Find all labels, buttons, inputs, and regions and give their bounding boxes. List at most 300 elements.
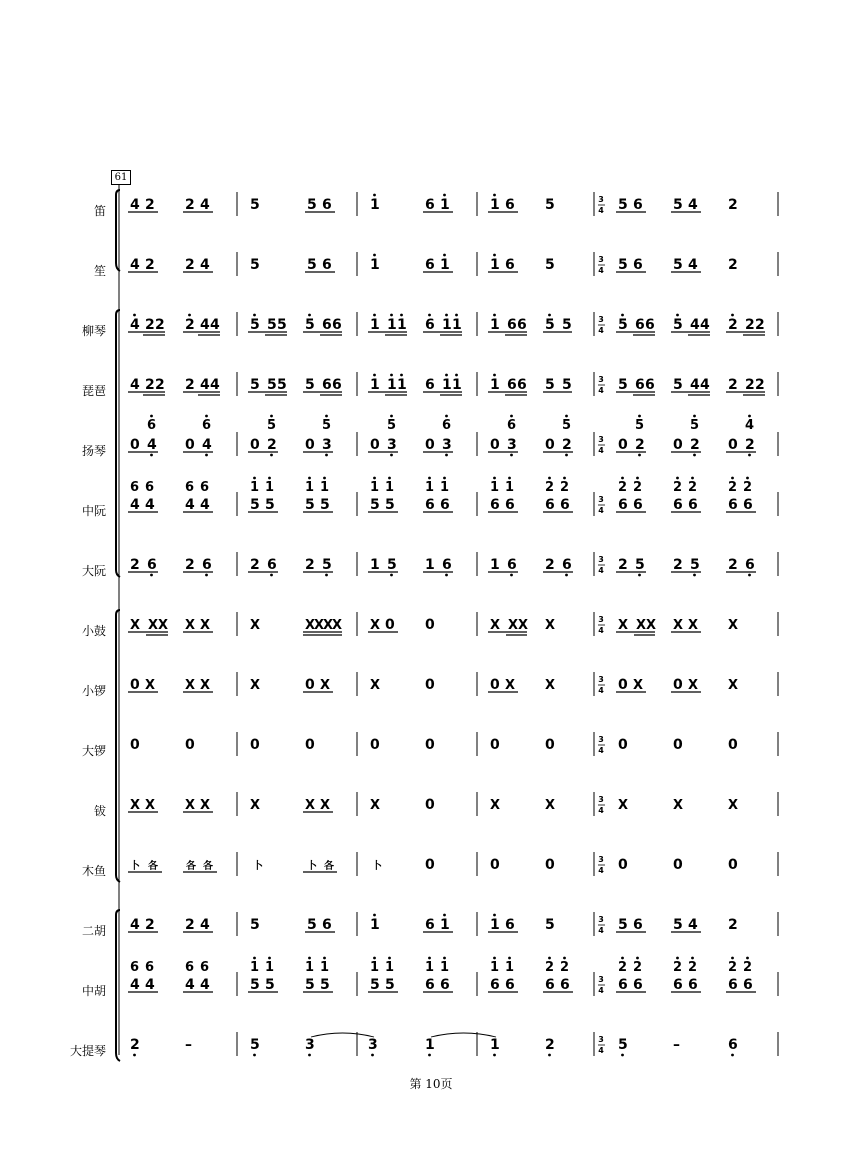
octave-down-dot: [565, 574, 568, 577]
instrument-label: 钹: [93, 804, 106, 818]
note: 6: [673, 977, 683, 993]
octave-down-dot: [638, 574, 641, 577]
note: 0: [250, 737, 260, 753]
note: 6: [322, 257, 332, 273]
note: 4: [147, 437, 157, 453]
note: 6: [322, 377, 332, 393]
octave-up-dot: [731, 957, 734, 960]
instrument-label: 中胡: [81, 984, 106, 998]
note: 1: [490, 1037, 500, 1053]
upper-note: 1: [265, 480, 275, 495]
note: 6: [505, 917, 515, 933]
octave-up-dot: [428, 314, 431, 317]
instrument-label: 柳琴: [81, 324, 106, 338]
octave-up-dot: [373, 957, 376, 960]
upper-note: 6: [200, 960, 210, 975]
note: 5: [545, 917, 555, 933]
note: 0: [425, 857, 435, 873]
octave-down-dot: [150, 574, 153, 577]
octave-up-dot: [676, 957, 679, 960]
note: 6: [688, 977, 698, 993]
note: 0: [490, 677, 500, 693]
instrument-label: 大提琴: [69, 1044, 106, 1058]
upper-note: 1: [320, 960, 330, 975]
note: 1: [440, 917, 450, 933]
note: X: [490, 798, 501, 813]
note: 3: [305, 1037, 315, 1053]
note: 5: [250, 377, 260, 393]
octave-down-dot: [510, 454, 513, 457]
note: 5: [690, 557, 700, 573]
note: 5: [322, 557, 332, 573]
note: X: [728, 678, 739, 693]
note: 6: [517, 317, 527, 333]
instrument-label: 中阮: [81, 504, 106, 518]
upper-note: 2: [743, 480, 753, 495]
upper-note: 6: [200, 480, 210, 495]
note: 0: [250, 437, 260, 453]
note: 3: [322, 437, 332, 453]
instrument-label: 大锣: [81, 744, 106, 758]
note: 4: [690, 317, 700, 333]
note: 0: [305, 677, 315, 693]
note: 5: [385, 497, 395, 513]
upper-note: 6: [202, 418, 212, 433]
note: X: [618, 798, 629, 813]
note: 5: [545, 197, 555, 213]
note: X: [250, 678, 261, 693]
octave-up-dot: [373, 477, 376, 480]
octave-up-dot: [443, 957, 446, 960]
note: 5: [307, 257, 317, 273]
tie-arc: [311, 1033, 374, 1037]
time-signature-bottom: 4: [598, 266, 604, 275]
note: 2: [745, 317, 755, 333]
note: 各: [186, 861, 196, 872]
octave-up-dot: [731, 477, 734, 480]
upper-note: 5: [690, 418, 700, 433]
octave-down-dot: [390, 454, 393, 457]
time-signature-top: 3: [598, 675, 604, 684]
note: 6: [618, 497, 628, 513]
note: 6: [560, 977, 570, 993]
note: 5: [673, 917, 683, 933]
octave-up-dot: [188, 314, 191, 317]
note: 5: [618, 917, 628, 933]
instrument-label: 扬琴: [81, 444, 106, 458]
upper-note: 6: [185, 960, 195, 975]
note: 6: [507, 317, 517, 333]
octave-down-dot: [445, 454, 448, 457]
octave-up-dot: [746, 957, 749, 960]
note: 6: [322, 317, 332, 333]
note: 2: [185, 197, 195, 213]
time-signature-top: 3: [598, 195, 604, 204]
octave-up-dot: [748, 415, 751, 418]
note: 0: [618, 677, 628, 693]
octave-up-dot: [455, 314, 458, 317]
note: 1: [370, 917, 380, 933]
note: X: [508, 618, 519, 633]
note: 2: [728, 557, 738, 573]
note: X: [158, 618, 169, 633]
note: 5: [618, 317, 628, 333]
note: 5: [267, 377, 277, 393]
upper-note: 6: [442, 418, 452, 433]
note: 6: [425, 377, 435, 393]
octave-up-dot: [621, 957, 624, 960]
note: 6: [440, 977, 450, 993]
octave-down-dot: [270, 574, 273, 577]
note: X: [250, 618, 261, 633]
note: 2: [728, 377, 738, 393]
upper-note: 2: [673, 480, 683, 495]
note: 1: [442, 317, 452, 333]
note: 4: [200, 377, 210, 393]
note: 卜: [307, 861, 317, 872]
time-signature-bottom: 4: [598, 1046, 604, 1055]
note: 5: [635, 557, 645, 573]
note: 0: [490, 857, 500, 873]
octave-down-dot: [325, 454, 328, 457]
time-signature-bottom: 4: [598, 806, 604, 815]
octave-up-dot: [323, 957, 326, 960]
time-signature-bottom: 4: [598, 206, 604, 215]
note: X: [185, 678, 196, 693]
octave-up-dot: [563, 957, 566, 960]
instrument-label: 大阮: [81, 564, 106, 578]
time-signature-bottom: 4: [598, 326, 604, 335]
octave-up-dot: [373, 194, 376, 197]
note: 4: [200, 197, 210, 213]
octave-up-dot: [548, 477, 551, 480]
note: 5: [370, 497, 380, 513]
note: 4: [130, 197, 140, 213]
octave-up-dot: [493, 914, 496, 917]
note: 4: [700, 377, 710, 393]
note: 6: [618, 977, 628, 993]
time-signature-top: 3: [598, 795, 604, 804]
note: 6: [562, 557, 572, 573]
octave-up-dot: [676, 477, 679, 480]
note: 0: [385, 617, 395, 633]
note: 6: [635, 377, 645, 393]
octave-down-dot: [308, 1054, 311, 1057]
octave-up-dot: [388, 957, 391, 960]
note: 5: [250, 917, 260, 933]
note: X: [332, 618, 343, 633]
note: X: [618, 618, 629, 633]
note: 6: [545, 977, 555, 993]
note: 6: [507, 377, 517, 393]
time-signature-bottom: 4: [598, 446, 604, 455]
time-signature-bottom: 4: [598, 566, 604, 575]
upper-note: 1: [505, 960, 515, 975]
upper-note: 2: [633, 480, 643, 495]
note: 3: [387, 437, 397, 453]
time-signature-top: 3: [598, 495, 604, 504]
octave-up-dot: [621, 314, 624, 317]
note: 5: [370, 977, 380, 993]
note: 4: [200, 317, 210, 333]
note: 5: [250, 1037, 260, 1053]
note: 6: [425, 497, 435, 513]
note: X: [305, 618, 316, 633]
note: 1: [452, 377, 462, 393]
octave-up-dot: [373, 914, 376, 917]
octave-down-dot: [390, 574, 393, 577]
upper-note: 1: [265, 960, 275, 975]
instrument-label: 二胡: [81, 924, 106, 938]
octave-down-dot: [621, 1054, 624, 1057]
note: 4: [130, 977, 140, 993]
note: 1: [370, 257, 380, 273]
upper-note: 1: [385, 480, 395, 495]
note: 4: [145, 497, 155, 513]
note: 0: [185, 437, 195, 453]
note: 5: [618, 377, 628, 393]
note: X: [145, 798, 156, 813]
note: 2: [145, 257, 155, 273]
time-signature-bottom: 4: [598, 386, 604, 395]
note: X: [370, 798, 381, 813]
note: 4: [700, 317, 710, 333]
note: 6: [505, 257, 515, 273]
upper-note: 1: [385, 960, 395, 975]
note: 5: [320, 497, 330, 513]
note: 0: [618, 437, 628, 453]
note: 卜: [372, 861, 382, 872]
octave-up-dot: [373, 374, 376, 377]
octave-up-dot: [493, 194, 496, 197]
octave-down-dot: [371, 1054, 374, 1057]
upper-note: 1: [490, 960, 500, 975]
note: 0: [728, 737, 738, 753]
note: 1: [440, 257, 450, 273]
upper-note: 2: [728, 960, 738, 975]
note: 2: [145, 317, 155, 333]
note: 1: [387, 377, 397, 393]
time-signature-bottom: 4: [598, 506, 604, 515]
note: 0: [545, 737, 555, 753]
note: X: [505, 678, 516, 693]
upper-note: 2: [560, 480, 570, 495]
note: 1: [490, 377, 500, 393]
note: 2: [130, 557, 140, 573]
note: 6: [743, 497, 753, 513]
upper-note: 2: [618, 960, 628, 975]
octave-up-dot: [493, 314, 496, 317]
instrument-label: 小鼓: [81, 624, 106, 638]
note: X: [305, 798, 316, 813]
octave-up-dot: [565, 415, 568, 418]
time-signature-bottom: 4: [598, 866, 604, 875]
note: 3: [368, 1037, 378, 1053]
upper-note: 2: [688, 480, 698, 495]
note: X: [130, 618, 141, 633]
note: X: [370, 618, 381, 633]
upper-note: 6: [130, 960, 140, 975]
note: 5: [673, 257, 683, 273]
note: 5: [618, 1037, 628, 1053]
note: X: [673, 798, 684, 813]
note: 6: [505, 197, 515, 213]
octave-down-dot: [548, 1054, 551, 1057]
note: 5: [562, 377, 572, 393]
octave-up-dot: [390, 314, 393, 317]
note: X: [314, 618, 325, 633]
note: 0: [370, 737, 380, 753]
note: 6: [633, 257, 643, 273]
note: 卜: [253, 861, 263, 872]
note: 1: [490, 197, 500, 213]
note: 2: [185, 317, 195, 333]
note: 2: [618, 557, 628, 573]
note: 5: [250, 977, 260, 993]
octave-up-dot: [205, 415, 208, 418]
note: X: [320, 798, 331, 813]
note: 6: [440, 497, 450, 513]
octave-up-dot: [133, 314, 136, 317]
note: 6: [322, 197, 332, 213]
note: 6: [425, 257, 435, 273]
upper-note: 5: [322, 418, 332, 433]
note: 6: [425, 317, 435, 333]
note: 5: [305, 497, 315, 513]
note: 6: [635, 317, 645, 333]
note: 2: [145, 917, 155, 933]
note: 6: [517, 377, 527, 393]
note: 5: [545, 317, 555, 333]
octave-down-dot: [253, 1054, 256, 1057]
upper-note: 6: [145, 960, 155, 975]
octave-up-dot: [445, 415, 448, 418]
note: 4: [130, 257, 140, 273]
octave-down-dot: [150, 454, 153, 457]
octave-up-dot: [508, 477, 511, 480]
note: 1: [490, 317, 500, 333]
note: 4: [130, 317, 140, 333]
note: 2: [728, 317, 738, 333]
note: X: [728, 798, 739, 813]
note: 0: [185, 737, 195, 753]
octave-down-dot: [693, 574, 696, 577]
note: X: [728, 618, 739, 633]
note: 2: [305, 557, 315, 573]
note: 2: [755, 377, 765, 393]
note: 6: [743, 977, 753, 993]
upper-note: 6: [130, 480, 140, 495]
tie-arc: [431, 1033, 496, 1037]
note: 4: [202, 437, 212, 453]
note: 5: [250, 497, 260, 513]
note: 2: [673, 557, 683, 573]
note: 2: [185, 257, 195, 273]
octave-up-dot: [493, 254, 496, 257]
note: 5: [307, 917, 317, 933]
note: X: [320, 678, 331, 693]
note: 6: [633, 917, 643, 933]
note: 5: [265, 497, 275, 513]
note: 6: [728, 497, 738, 513]
octave-up-dot: [388, 477, 391, 480]
note: 6: [425, 917, 435, 933]
octave-up-dot: [445, 374, 448, 377]
note: 1: [425, 1037, 435, 1053]
note: 0: [545, 437, 555, 453]
note: 5: [305, 977, 315, 993]
octave-down-dot: [638, 454, 641, 457]
note: 6: [645, 377, 655, 393]
upper-note: 2: [545, 960, 555, 975]
note: 5: [545, 257, 555, 273]
upper-note: 2: [728, 480, 738, 495]
time-signature-top: 3: [598, 735, 604, 744]
note: X: [636, 618, 647, 633]
octave-up-dot: [325, 415, 328, 418]
note: 6: [505, 977, 515, 993]
upper-note: 1: [305, 960, 315, 975]
octave-up-dot: [428, 477, 431, 480]
octave-up-dot: [493, 477, 496, 480]
note: 5: [673, 377, 683, 393]
note: 4: [185, 497, 195, 513]
note: 2: [545, 1037, 555, 1053]
octave-up-dot: [400, 374, 403, 377]
note: 5: [305, 317, 315, 333]
note: 6: [442, 557, 452, 573]
note: 各: [203, 861, 213, 872]
instrument-label: 小锣: [81, 684, 106, 698]
time-signature-bottom: 4: [598, 926, 604, 935]
octave-up-dot: [443, 194, 446, 197]
note: 3: [442, 437, 452, 453]
note: 6: [490, 497, 500, 513]
upper-note: 2: [688, 960, 698, 975]
note: 0: [130, 677, 140, 693]
time-signature-top: 3: [598, 1035, 604, 1044]
note: 0: [673, 677, 683, 693]
octave-up-dot: [253, 314, 256, 317]
octave-up-dot: [548, 314, 551, 317]
note: 0: [425, 437, 435, 453]
note: 6: [490, 977, 500, 993]
upper-note: 2: [618, 480, 628, 495]
note: 6: [425, 977, 435, 993]
note: –: [185, 1037, 192, 1053]
octave-up-dot: [443, 254, 446, 257]
note: 5: [265, 977, 275, 993]
note: 1: [490, 917, 500, 933]
note: 2: [562, 437, 572, 453]
note: 各: [148, 861, 158, 872]
time-signature-top: 3: [598, 435, 604, 444]
upper-note: 1: [370, 960, 380, 975]
note: X: [646, 618, 657, 633]
upper-note: 1: [305, 480, 315, 495]
note: X: [200, 798, 211, 813]
note: 3: [507, 437, 517, 453]
octave-up-dot: [308, 957, 311, 960]
note: 4: [210, 377, 220, 393]
octave-up-dot: [676, 314, 679, 317]
octave-up-dot: [268, 477, 271, 480]
octave-down-dot: [445, 574, 448, 577]
octave-down-dot: [731, 1054, 734, 1057]
time-signature-top: 3: [598, 375, 604, 384]
note: 2: [690, 437, 700, 453]
note: 6: [673, 497, 683, 513]
